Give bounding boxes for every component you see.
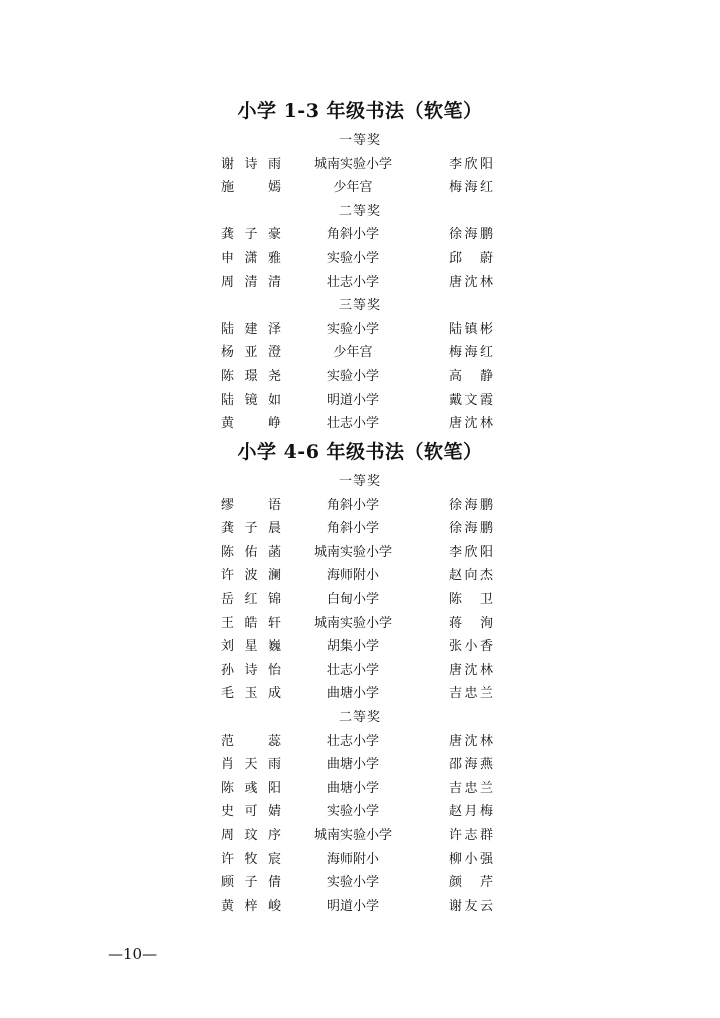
school-name: 城南实验小学: [313, 615, 392, 631]
school-name: 曲塘小学: [326, 757, 379, 773]
school-name: 白甸小学: [326, 592, 379, 607]
school-name: 曲塘小学: [326, 780, 379, 796]
teacher-name: 李欣阳: [449, 544, 493, 560]
teacher-name: 颜 芹: [449, 875, 493, 891]
school-name: 壮志小学: [326, 274, 379, 290]
student-name: 施 嫣: [221, 180, 281, 196]
teacher-name: 戴文霞: [449, 392, 493, 408]
winner-row: [0, 682, 720, 704]
student-name: 许牧宸: [221, 851, 281, 867]
winner-row: [0, 271, 720, 293]
teacher-name: 蒋 洵: [449, 615, 493, 631]
page-number: —10—: [108, 945, 158, 963]
winner-row: [0, 247, 720, 269]
winner-row: [0, 517, 720, 539]
award-level-heading: 二等奖: [338, 710, 381, 725]
student-name: 杨亚澄: [221, 345, 281, 361]
winner-row: [0, 153, 720, 175]
student-name: 周玟序: [221, 828, 281, 843]
student-name: 陈璟尧: [221, 369, 281, 384]
school-name: 实验小学: [326, 321, 379, 337]
school-name: 少年宫: [333, 180, 373, 196]
winner-row: [0, 871, 720, 893]
student-name: 周清清: [221, 274, 281, 290]
section-title: 小学 1-3 年级书法（软笔）: [237, 100, 483, 122]
school-name: 城南实验小学: [313, 544, 392, 560]
student-name: 缪 语: [221, 497, 281, 513]
teacher-name: 邱 蔚: [449, 251, 493, 266]
student-name: 顾子倩: [221, 875, 281, 891]
teacher-name: 唐沈林: [449, 662, 493, 678]
student-name: 陆建泽: [221, 321, 281, 337]
teacher-name: 吉忠兰: [449, 686, 493, 702]
winner-row: [0, 730, 720, 752]
school-name: 胡集小学: [326, 639, 379, 655]
award-level-heading: 一等奖: [338, 474, 381, 489]
winner-row: [0, 176, 720, 198]
winner-row: [0, 659, 720, 681]
teacher-name: 赵向杰: [449, 568, 493, 584]
student-name: 龚子豪: [221, 227, 281, 243]
winner-row: [0, 564, 720, 586]
winner-row: [0, 895, 720, 917]
school-name: 明道小学: [326, 898, 379, 914]
winner-row: [0, 800, 720, 822]
teacher-name: 吉忠兰: [449, 780, 493, 796]
school-name: 壮志小学: [326, 733, 379, 749]
teacher-name: 徐海鹏: [449, 227, 493, 243]
teacher-name: 柳小强: [449, 851, 493, 867]
student-name: 陈佑菡: [221, 544, 281, 560]
winner-row: [0, 412, 720, 434]
student-name: 黄梓峻: [221, 898, 281, 914]
school-name: 角斜小学: [326, 521, 379, 537]
teacher-name: 梅海红: [449, 345, 493, 361]
award-level-heading: 一等奖: [338, 133, 381, 148]
winner-row: [0, 824, 720, 846]
teacher-name: 高 静: [449, 369, 493, 384]
student-name: 陈彧阳: [221, 780, 281, 796]
teacher-name: 陈 卫: [449, 592, 493, 607]
school-name: 壮志小学: [326, 416, 379, 432]
school-name: 实验小学: [326, 875, 379, 891]
teacher-name: 许志群: [449, 828, 493, 843]
student-name: 岳红锦: [221, 592, 281, 607]
teacher-name: 徐海鹏: [449, 521, 493, 537]
winner-row: [0, 494, 720, 516]
winner-row: [0, 588, 720, 610]
teacher-name: 李欣阳: [449, 156, 493, 172]
school-name: 壮志小学: [326, 662, 379, 678]
teacher-name: 梅海红: [449, 180, 493, 196]
teacher-name: 邵海燕: [449, 757, 493, 773]
school-name: 少年宫: [333, 345, 373, 361]
winner-row: [0, 753, 720, 775]
school-name: 实验小学: [326, 804, 379, 820]
winner-row: [0, 848, 720, 870]
school-name: 曲塘小学: [326, 686, 379, 702]
school-name: 实验小学: [326, 251, 379, 266]
winner-row: [0, 223, 720, 245]
teacher-name: 唐沈林: [449, 274, 493, 290]
student-name: 陆镜如: [221, 392, 281, 408]
student-name: 孙诗怡: [221, 662, 281, 678]
school-name: 明道小学: [326, 392, 379, 408]
student-name: 毛玉成: [221, 686, 281, 702]
student-name: 肖天雨: [221, 757, 281, 773]
school-name: 海师附小: [326, 851, 379, 867]
school-name: 角斜小学: [326, 497, 379, 513]
teacher-name: 赵月梅: [449, 804, 493, 820]
winner-row: [0, 341, 720, 363]
student-name: 谢诗雨: [221, 156, 281, 172]
student-name: 申潇雅: [221, 251, 281, 266]
winner-row: [0, 389, 720, 411]
teacher-name: 陆镇彬: [449, 321, 493, 337]
winner-row: [0, 318, 720, 340]
school-name: 城南实验小学: [313, 156, 392, 172]
school-name: 角斜小学: [326, 227, 379, 243]
section-title: 小学 4-6 年级书法（软笔）: [237, 441, 483, 463]
winner-row: [0, 612, 720, 634]
winner-row: [0, 777, 720, 799]
award-level-heading: 二等奖: [338, 203, 381, 219]
teacher-name: 唐沈林: [449, 416, 493, 432]
teacher-name: 唐沈林: [449, 733, 493, 749]
winner-row: [0, 541, 720, 563]
student-name: 史可婧: [221, 804, 281, 820]
student-name: 黄 峥: [221, 416, 281, 432]
student-name: 刘星巍: [221, 639, 281, 655]
teacher-name: 徐海鹏: [449, 497, 493, 513]
teacher-name: 张小香: [449, 639, 493, 655]
school-name: 海师附小: [326, 568, 379, 584]
winner-row: [0, 365, 720, 387]
teacher-name: 谢友云: [449, 898, 493, 914]
winner-row: [0, 635, 720, 657]
school-name: 城南实验小学: [313, 828, 392, 843]
school-name: 实验小学: [326, 369, 379, 384]
student-name: 王皓轩: [221, 615, 281, 631]
student-name: 许波澜: [221, 568, 281, 584]
award-level-heading: 三等奖: [338, 298, 381, 314]
student-name: 范 蕊: [221, 733, 281, 749]
student-name: 龚子晨: [221, 521, 281, 537]
